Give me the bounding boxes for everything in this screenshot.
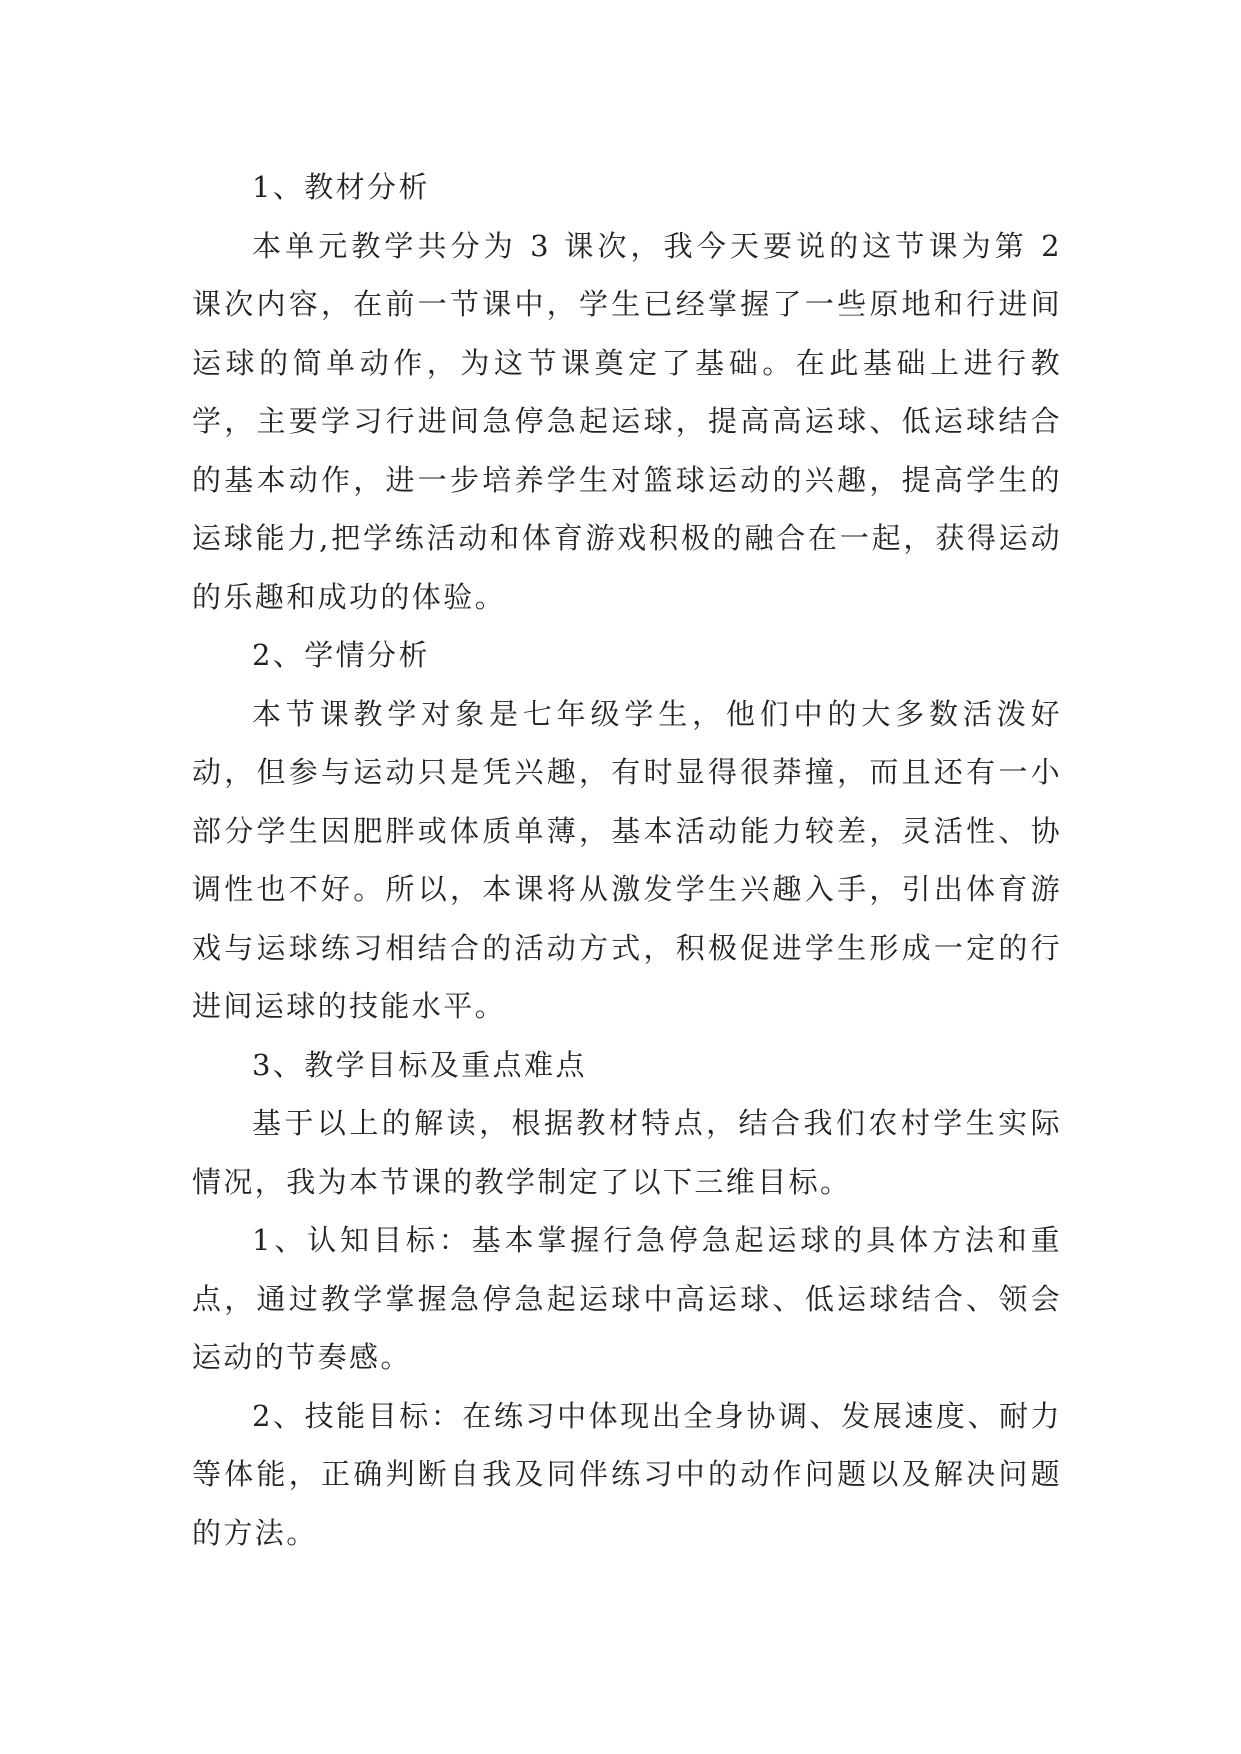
paragraph-textbook-analysis: 本单元教学共分为 3 课次，我今天要说的这节课为第 2 课次内容，在前一节课中，学生已经掌握了一些原地和行进间运球的简单动作，为这节课奠定了基础。在此基础上进行教学，主要学习行进间急停急起运球，提高高运球、低运球结合的基本动作，进一步培养学生对篮球运动的兴趣，提高学生的运球能力,把学练活动和体育游戏积极的融合在一起，获得运动的乐趣和成功的体验。 — [192, 228, 1062, 614]
paragraph-skill-goal: 2、技能目标：在练习中体现出全身协调、发展速度、耐力等体能，正确判断自我及同伴练习中的动作问题以及解决问题的方法。 — [192, 1398, 1062, 1550]
section-heading-student-analysis: 2、学情分析 — [252, 638, 430, 672]
paragraph-student-analysis: 本节课教学对象是七年级学生，他们中的大多数活泼好动，但参与运动只是凭兴趣，有时显得很莽撞，而且还有一小部分学生因肥胖或体质单薄，基本活动能力较差，灵活性、协调性也不好。所以，本课将从激发学生兴趣入手，引出体育游戏与运球练习相结合的活动方式，积极促进学生形成一定的行进间运球的技能水平。 — [192, 696, 1062, 1023]
paragraph-cognitive-goal: 1、认知目标：基本掌握行急停急起运球的具体方法和重点，通过教学掌握急停急起运球中高运球、低运球结合、领会运动的节奏感。 — [192, 1223, 1062, 1374]
document-body — [192, 158, 1062, 1562]
section-heading-teaching-goals: 3、教学目标及重点难点 — [252, 1047, 587, 1082]
section-heading-textbook-analysis: 1、教材分析 — [252, 170, 430, 204]
paragraph-teaching-goals-intro: 基于以上的解读，根据教材特点，结合我们农村学生实际情况，我为本节课的教学制定了以下三维目标。 — [192, 1106, 1062, 1199]
